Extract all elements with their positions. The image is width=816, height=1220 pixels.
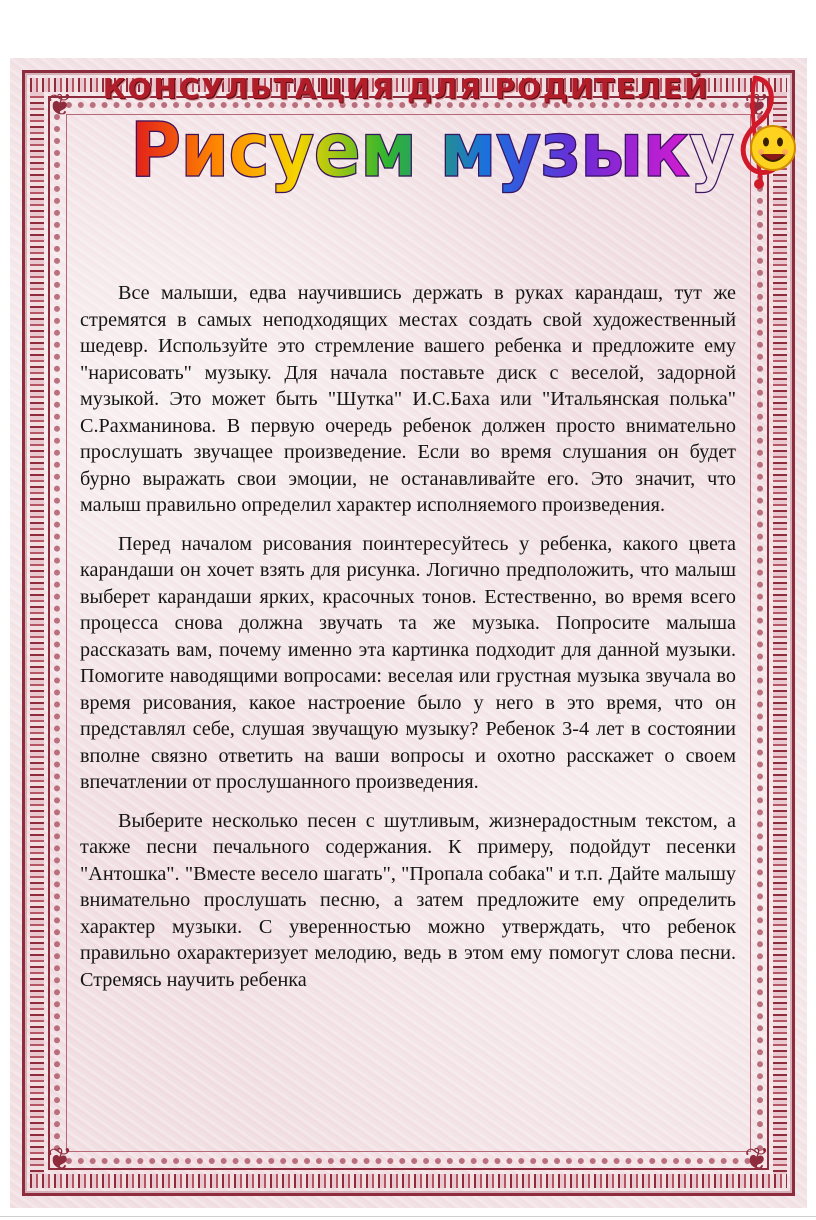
top-margin (0, 0, 816, 58)
page-edge-divider (0, 1216, 816, 1217)
corner-ornament-icon: ❦ (744, 88, 770, 123)
paragraph: Выберите несколько песен с шутливым, жизнерадостным текстом, а также песни печального содержания. К примеру, подойдут песенки "Антошка". "Вместе весело шагать", "Пропала собака" и т.п. Дайте малышу внимательно прослушать песню, а затем предложите ему определить характер музыки. С уверенностью можно утверждать, что ребенок правильно охарактеризует мелодию, ведь в этом ему помогут слова песни. Стремясь научить ребенка (80, 809, 736, 991)
consultation-subtitle: КОНСУЛЬТАЦИЯ ДЛЯ РОДИТЕЛЕЙ (102, 72, 710, 105)
paragraph: Перед началом рисования поинтересуйтесь у ребенка, какого цвета карандаши он хочет взять для рисунка. Логично предположить, что малыш выберет карандаши ярких, красочных тонов. Естественно, во время всего процесса снова должна звучать та же музыка. Попросите малыша рассказать вам, почему именно эта картинка подходит для данной музыки. Помогите наводящими вопросами: веселая или грустная музыка звучала во время рисования, какое настроение было у него в это время, что он представлял себе, слушая звучащую музыку? Ребенок 3-4 лет в состоянии вполне связно ответить на ваши вопросы и охотно расскажет о своем впечатлении от прослушанного произведения. (80, 532, 736, 793)
treble-clef-smiley-icon (715, 70, 805, 190)
paragraph: Все малыши, едва научившись держать в руках карандаш, тут же стремятся в самых неподходящих местах создать свой художественный шедевр. Используйте это стремление вашего ребенка и предложите ему "нарисовать" музыку. Для начала поставьте диск с веселой, задорной музыкой. Это может быть "Шутка" И.С.Баха или "Итальянская полька" С.Рахманинова. В первую очередь ребенок должен просто внимательно прослушать звучащее произведение. Если во время слушания он будет бурно выражать свои эмоции, не останавливайте его. Это значит, что малыш правильно определил характер исполняемого произведения. (80, 282, 736, 516)
corner-ornament-icon: ❦ (47, 1142, 73, 1177)
page-title: Рисуем музыку (130, 105, 734, 195)
corner-ornament-icon: ❦ (744, 1142, 770, 1177)
article-body (80, 280, 736, 1005)
corner-ornament-icon: ❦ (47, 88, 73, 123)
